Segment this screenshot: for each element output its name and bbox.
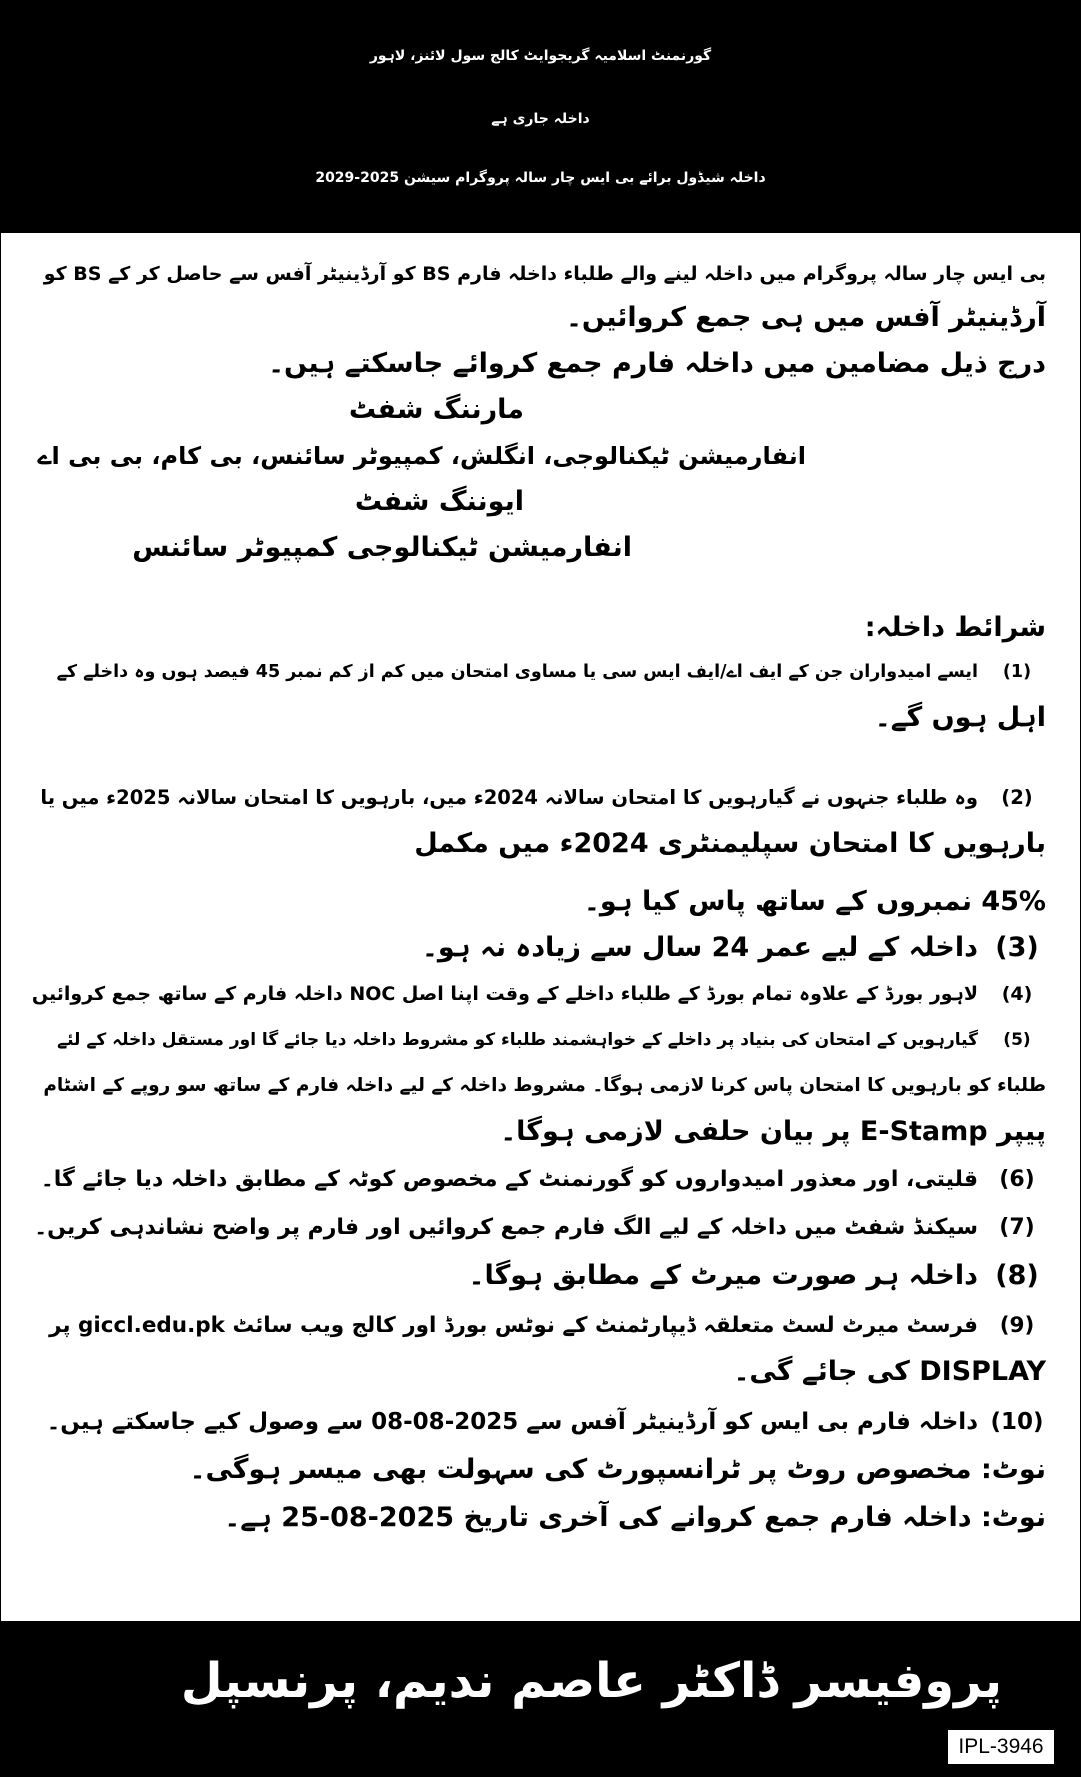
condition-2-cont-1: بارہویں کا امتحان سپلیمنٹری 2024ء میں مکمل bbox=[414, 828, 1046, 859]
condition-number: (1) bbox=[1002, 662, 1032, 682]
condition-1-cont: اہل ہوں گے۔ bbox=[874, 702, 1046, 733]
ad-reference-code: IPL-3946 bbox=[947, 1729, 1055, 1765]
condition-text: ایسے امیدواران جن کے ایف اے/ایف ایس سی یا مساوی امتحان میں کم از کم نمبر 45 فیصد ہوں وہ داخلے کے bbox=[56, 662, 978, 682]
condition-2 bbox=[40, 779, 1046, 817]
condition-number: (10) bbox=[990, 1409, 1044, 1435]
footer-banner bbox=[1, 1621, 1080, 1776]
condition-number: (6) bbox=[999, 1167, 1035, 1192]
condition-5-cont-2: پیپر E-Stamp پر بیان حلفی لازمی ہوگا۔ bbox=[500, 1116, 1046, 1147]
principal-name: پروفیسر ڈاکٹر عاصم ندیم، پرنسپل bbox=[180, 1653, 1002, 1709]
conditions-heading: شرائط داخلہ: bbox=[864, 612, 1046, 643]
condition-7 bbox=[34, 1209, 1046, 1247]
condition-text: قلیتی، اور معذور امیدواروں کو گورنمنٹ کے مخصوص کوٹہ کے مطابق داخلہ دیا جائے گا۔ bbox=[40, 1167, 978, 1192]
intro-line-1: بی ایس چار سالہ پروگرام میں داخلہ لینے والے طلباء داخلہ فارم BS کو آرڈینیٹر آفس سے حاصل کر کے BS کو bbox=[43, 263, 1046, 285]
condition-text: وہ طلباء جنہوں نے گیارہویں کا امتحان سالانہ 2024ء میں، بارہویں کا امتحان سالانہ 2025ء میں یا bbox=[40, 786, 978, 809]
college-name: گورنمنٹ اسلامیہ گریجوایٹ کالج سول لائنز، لاہور bbox=[369, 48, 712, 64]
condition-number: (9) bbox=[999, 1313, 1035, 1338]
notice-body bbox=[1, 233, 1080, 1615]
condition-text: داخلہ کے لیے عمر 24 سال سے زیادہ نہ ہو۔ bbox=[422, 932, 978, 963]
condition-5 bbox=[57, 1021, 1046, 1059]
condition-6 bbox=[41, 1161, 1046, 1199]
condition-2-cont-2: 45% نمبروں کے ساتھ پاس کیا ہو۔ bbox=[584, 886, 1046, 917]
condition-3 bbox=[422, 929, 1046, 967]
condition-1 bbox=[57, 653, 1046, 691]
condition-number: (8) bbox=[995, 1260, 1039, 1291]
condition-9-cont: DISPLAY کی جائے گی۔ bbox=[733, 1356, 1046, 1387]
condition-text: داخلہ فارم بی ایس کو آرڈینیٹر آفس سے 2025-08-08 سے وصول کیے جاسکتے ہیں۔ bbox=[46, 1409, 978, 1435]
condition-number: (4) bbox=[1001, 983, 1033, 1005]
header-banner bbox=[1, 1, 1080, 233]
intro-line-2: آرڈینیٹر آفس میں ہی جمع کروائیں۔ bbox=[566, 302, 1046, 333]
morning-shift-title: مارننگ شفٹ bbox=[348, 394, 524, 425]
condition-10 bbox=[47, 1403, 1046, 1441]
condition-8 bbox=[469, 1257, 1046, 1295]
condition-text: فرسٹ میرٹ لسٹ متعلقہ ڈیپارٹمنٹ کے نوٹس بورڈ اور کالج ویب سائٹ giccl.edu.pk پر bbox=[49, 1313, 978, 1338]
condition-4 bbox=[32, 975, 1046, 1013]
intro-line-3: درج ذیل مضامین میں داخلہ فارم جمع کروائے جاسکتے ہیں۔ bbox=[268, 348, 1046, 379]
morning-shift-subjects: انفارمیشن ٹیکنالوجی، انگلش، کمپیوٹر سائنس، بی کام، بی بی اے bbox=[37, 442, 806, 470]
note-transport: نوٹ: مخصوص روٹ پر ٹرانسپورٹ کی سہولت بھی میسر ہوگی۔ bbox=[189, 1454, 1046, 1485]
condition-number: (5) bbox=[1003, 1030, 1031, 1050]
evening-shift-subjects: انفارمیشن ٹیکنالوجی کمپیوٹر سائنس bbox=[132, 532, 632, 563]
evening-shift-title: ایوننگ شفٹ bbox=[354, 486, 524, 517]
condition-5-cont-1: طلباء کو بارہویں کا امتحان پاس کرنا لازمی ہوگا۔ مشروط داخلہ کے لیے داخلہ فارم کے ساتھ سو روپے کے اشٹام bbox=[43, 1075, 1046, 1096]
condition-text: سیکنڈ شفٹ میں داخلہ کے لیے الگ فارم جمع کروائیں اور فارم پر واضح نشاندہی کریں۔ bbox=[34, 1215, 978, 1240]
condition-text: گیارہویں کے امتحان کی بنیاد پر داخلے کے خواہشمند طلباء کو مشروط داخلہ دیا جائے گا اور مستقل داخلہ کے لئے bbox=[57, 1030, 978, 1050]
schedule-title: داخلہ شیڈول برائے بی ایس چار سالہ پروگرام سیشن 2025-2029 bbox=[315, 170, 766, 186]
condition-text: لاہور بورڈ کے علاوہ تمام بورڈ کے طلباء داخلے کے وقت اپنا اصل NOC داخلہ فارم کے ساتھ جمع کروائیں bbox=[31, 983, 978, 1005]
condition-number: (2) bbox=[1001, 786, 1033, 809]
condition-number: (7) bbox=[999, 1215, 1035, 1240]
admission-open-heading: داخلہ جاری ہے bbox=[491, 111, 590, 127]
condition-number: (3) bbox=[995, 932, 1039, 963]
note-last-date: نوٹ: داخلہ فارم جمع کروانے کی آخری تاریخ 2025-08-25 ہے۔ bbox=[224, 1502, 1046, 1533]
condition-text: داخلہ ہر صورت میرٹ کے مطابق ہوگا۔ bbox=[468, 1260, 978, 1291]
condition-9 bbox=[49, 1307, 1046, 1345]
